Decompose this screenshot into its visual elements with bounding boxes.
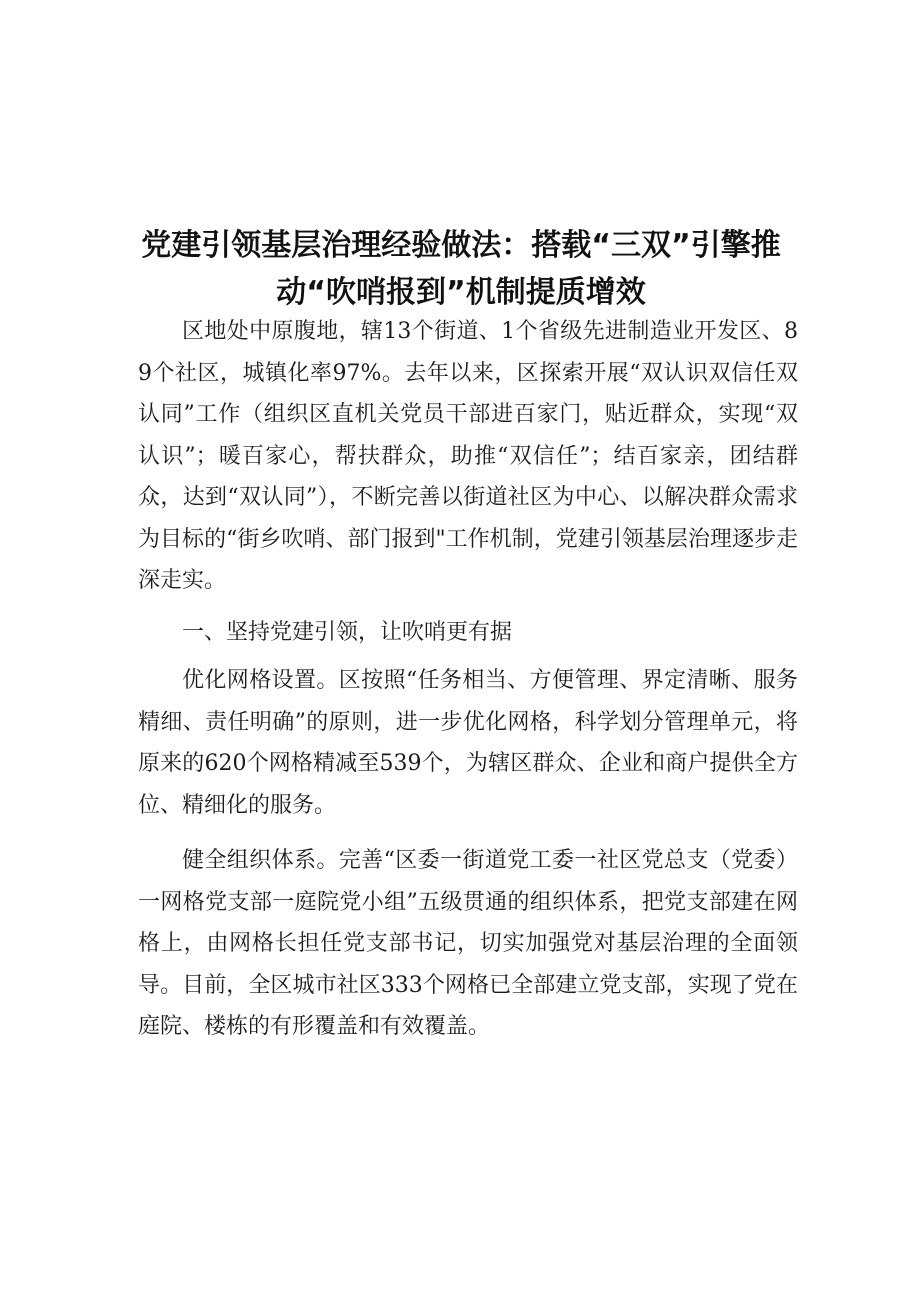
grid-optimization-paragraph: 优化网格设置。区按照“任务相当、方便管理、界定清晰、服务精细、责任明确”的原则，进一步优化网格，科学划分管理单元，将原来的620个网格精减至539个，为辖区群众、企业和商户提供全方位、精细化的服务。 <box>138 668 798 818</box>
organization-system-paragraph: 健全组织体系。完善“区委一街道党工委一社区党总支（党委）一网格党支部一庭院党小组”五级贯通的组织体系，把党支部建在网格上，由网格长担任党支部书记，切实加强党对基层治理的全面领导。目前，全区城市社区333个网格已全部建立党支部，实现了党在庭院、楼栋的有形覆盖和有效覆盖。 <box>138 848 798 1039</box>
document-title: 党建引领基层治理经验做法：搭载“三双”引擎推动“吹哨报到”机制提质增效 <box>141 228 781 310</box>
intro-paragraph: 区地处中原腹地，辖13个街道、1个省级先进制造业开发区、89个社区，城镇化率97%。去年以来，区探索开展“双认识双信任双认同”工作（组织区直机关党员干部进百家门，贴近群众，实现“双认识”；暖百家心，帮扶群众，助推“双信任”；结百家亲，团结群众，达到“双认同”），不断完善以街道社区为中心、以解决群众需求为目标的“街乡吹哨、部门报到"工作机制，党建引领基层治理逐步走深走实。 <box>138 319 798 593</box>
section-heading: 一、坚持党建引领，让吹哨更有据 <box>182 620 513 645</box>
